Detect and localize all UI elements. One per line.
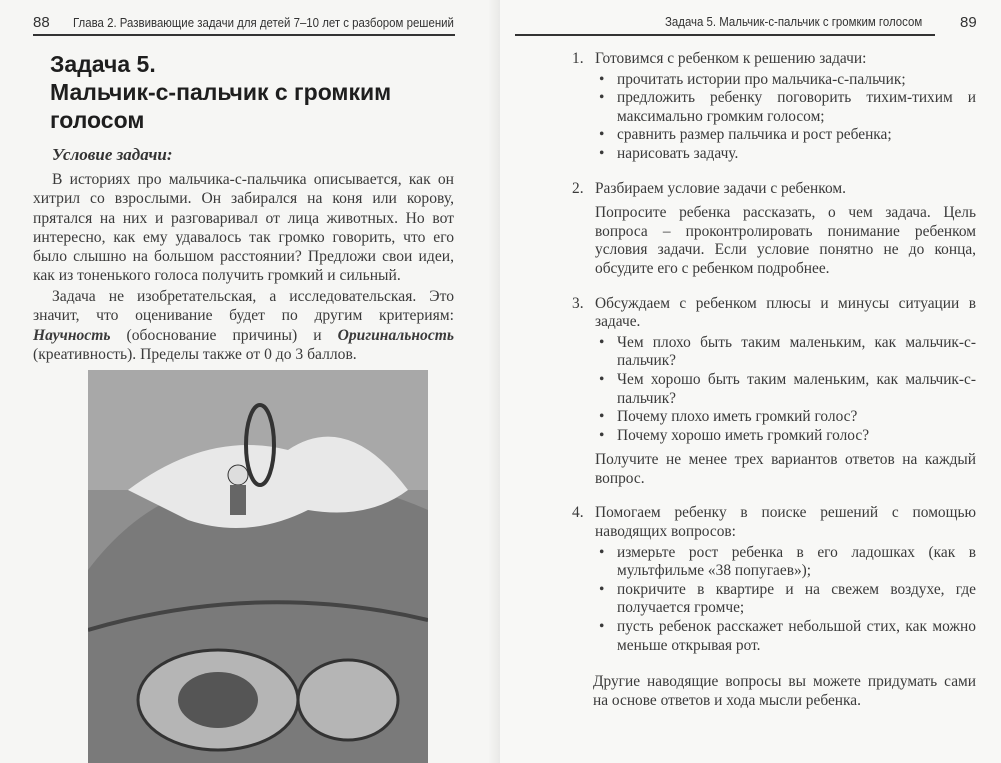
cartoon-illustration [88, 370, 428, 763]
term-scientific: Научность [33, 326, 111, 344]
bullet-icon: • [599, 426, 605, 444]
step-number: 1. [572, 50, 584, 67]
bullet-item: • Почему хорошо иметь громкий голос? [599, 426, 870, 444]
bullet-icon: • [599, 618, 605, 636]
text-run: Задача не изобретательская, а исследовательская. Это значит, что оценивание будет по другим критериям: [33, 288, 454, 325]
page-number: 88 [33, 14, 50, 31]
subheading: Условие задачи: [52, 145, 173, 164]
bullet-item: • прочитать истории про мальчика-с-пальчик; [599, 70, 906, 88]
bullet-item: • сравнить размер пальчика и рост ребенка; [599, 126, 892, 144]
bullet-icon: • [599, 408, 605, 426]
step-item [572, 295, 976, 489]
header-rule [515, 34, 935, 36]
right-page [500, 0, 1001, 763]
bullet-list [595, 71, 976, 164]
header-rule [33, 34, 455, 36]
step-item [572, 504, 976, 655]
bullet-icon: • [599, 543, 605, 561]
title-line: Мальчик-с-пальчик с громким [50, 79, 392, 105]
bullet-item: • Чем хорошо быть таким маленьким, как мальчик-с-пальчик? [599, 370, 976, 407]
bullet-list [595, 544, 976, 656]
running-head: Задача 5. Мальчик-с-пальчик с громким голосом [665, 14, 923, 29]
bullet-icon: • [599, 89, 605, 107]
bullet-icon: • [599, 370, 605, 388]
step-note: Получите не менее трех вариантов ответов на каждый вопрос. [595, 451, 976, 487]
page-number: 89 [960, 14, 977, 31]
running-head: Глава 2. Развивающие задачи для детей 7–10 лет с разбором решений [73, 15, 454, 30]
title-line: Задача 5. [50, 51, 156, 77]
step-number: 3. [572, 294, 584, 312]
bullet-item: • покричите в квартире и на свежем воздухе, где получается громче; [599, 580, 976, 617]
text-run: (креативность). Пределы также от 0 до 3 баллов. [33, 345, 357, 363]
step-item [572, 50, 976, 164]
bullet-icon: • [599, 126, 605, 144]
bullet-item: • нарисовать задачу. [599, 144, 739, 162]
bullet-icon: • [599, 580, 605, 598]
bullet-icon: • [599, 144, 605, 162]
steps-list [572, 50, 976, 671]
bullet-item: • измерьте рост ребенка в его ладошках (как в мультфильме «38 попугаев»); [599, 543, 976, 580]
closing-note: Другие наводящие вопросы вы можете придумать сами на основе ответов и хода мысли ребенка. [593, 673, 976, 709]
step-text: Обсуждаем с ребенком плюсы и минусы ситуации в задаче. [595, 294, 976, 331]
bullet-item: • предложить ребенку поговорить тихим-тихим и максимально громким голосом; [599, 89, 976, 125]
step-number: 4. [572, 504, 584, 522]
bullet-item: • Чем плохо быть таким маленьким, как мальчик-с-пальчик? [599, 333, 976, 370]
title-line: голосом [50, 107, 145, 133]
step-text: Готовимся с ребенком к решению задачи: [595, 50, 867, 67]
bullet-item: • Почему плохо иметь громкий голос? [599, 408, 858, 426]
step-text: Помогаем ребенку в поиске решений с помощью наводящих вопросов: [595, 504, 976, 541]
term-originality: Оригинальность [337, 326, 454, 344]
task-title [50, 50, 470, 134]
bullet-item: • пусть ребенок расскажет небольшой стих, как можно меньше открывая рот. [599, 618, 976, 654]
paragraph [33, 287, 454, 364]
step-note: Попросите ребенка рассказать, о чем задача. Цель вопроса – проконтролировать понимание ребенком условия задачи. Если условие понятно не до конца, обсудите его с ребенком подробнее. [595, 204, 976, 277]
bullet-icon: • [599, 333, 605, 351]
step-item [572, 180, 976, 279]
bullet-list [595, 334, 976, 446]
step-text: Разбираем условие задачи с ребенком. [595, 179, 846, 197]
text-run: (обоснование причины) и [110, 326, 338, 344]
step-number: 2. [572, 179, 584, 197]
bullet-icon: • [599, 70, 605, 88]
paragraph: В историях про мальчика-с-пальчика описывается, как он хитрил со взрослыми. Он забирался на коня или корову, прятался на них и разговаривал от лица животных. Но вот интересно, как ему удавалось так громко говорить, что его было слышно на большом расстоянии? Предложи свои идеи, как из тоненького голоса получить громкий и сильный. [33, 171, 454, 285]
left-page [0, 0, 500, 763]
